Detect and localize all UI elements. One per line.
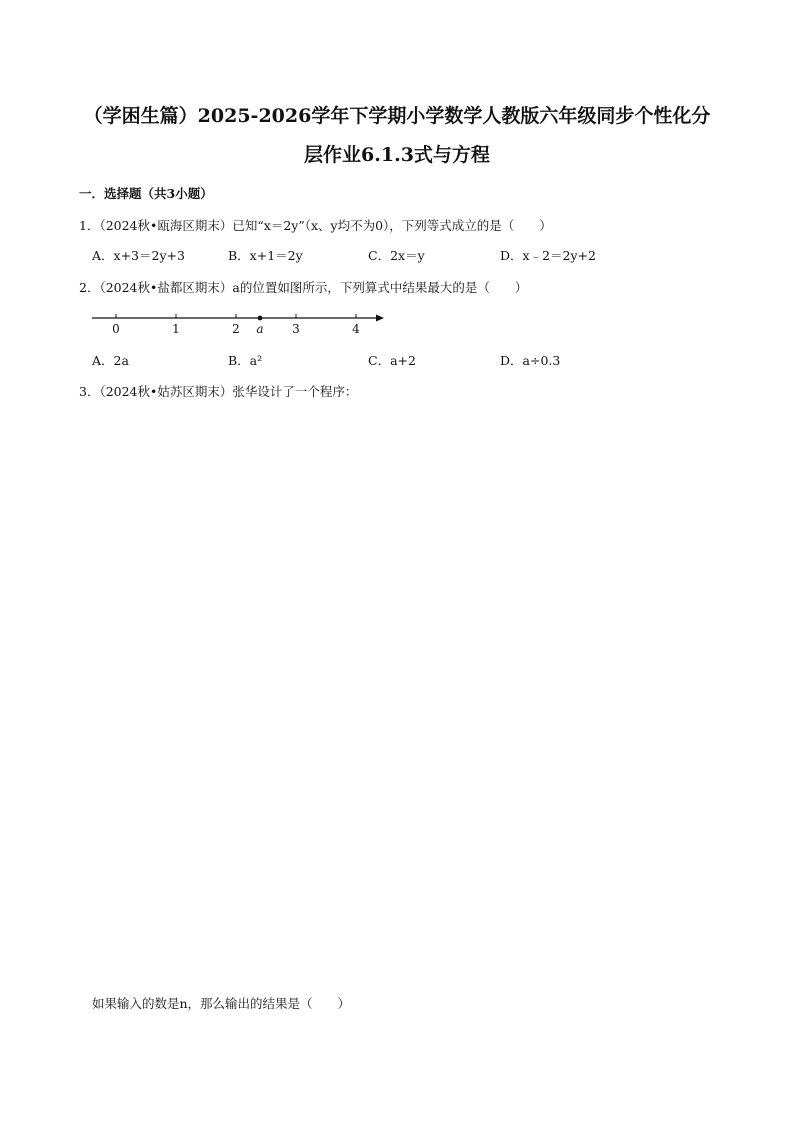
number-line-arrow <box>376 315 384 322</box>
number-line-tick-label: 1 <box>172 322 180 336</box>
point-a-marker <box>258 316 263 321</box>
question-1: 1．（2024秋•瓯海区期末）已知“x＝2y”（x、y均不为0），下列等式成立的是（ ） <box>79 218 552 233</box>
question-2: 2．（2024秋•盐都区期末）a的位置如图所示，下列算式中结果最大的是（ ） <box>79 280 528 295</box>
question-3-followup: 如果输入的数是n，那么输出的结果是（ ） <box>92 996 351 1011</box>
number-line-tick-label: 2 <box>232 322 240 336</box>
q2-option-c: C．a+2 <box>368 353 416 368</box>
page-title-line2: 层作业6.1.3式与方程 <box>304 144 490 166</box>
number-line-tick-label: 3 <box>292 322 300 336</box>
section-heading: 一．选择题（共3小题） <box>79 186 213 201</box>
q1-option-d: D．x﹣2＝2y+2 <box>500 248 596 263</box>
number-line <box>88 306 388 342</box>
q1-option-b: B．x+1＝2y <box>228 248 303 263</box>
question-3: 3．（2024秋•姑苏区期末）张华设计了一个程序： <box>79 384 358 399</box>
q1-option-c: C．2x＝y <box>368 248 425 263</box>
q2-option-a: A．2a <box>92 353 129 368</box>
number-line-tick-label: 0 <box>112 322 120 336</box>
q2-option-d: D．a÷0.3 <box>500 353 561 368</box>
number-line-tick-label: 4 <box>352 322 360 336</box>
point-a-label: a <box>256 322 264 336</box>
page-title-line1: （学困生篇）2025-2026学年下学期小学数学人教版六年级同步个性化分 <box>83 105 711 127</box>
q1-option-a: A．x+3＝2y+3 <box>92 248 185 263</box>
q2-option-b: B．a² <box>228 353 263 368</box>
